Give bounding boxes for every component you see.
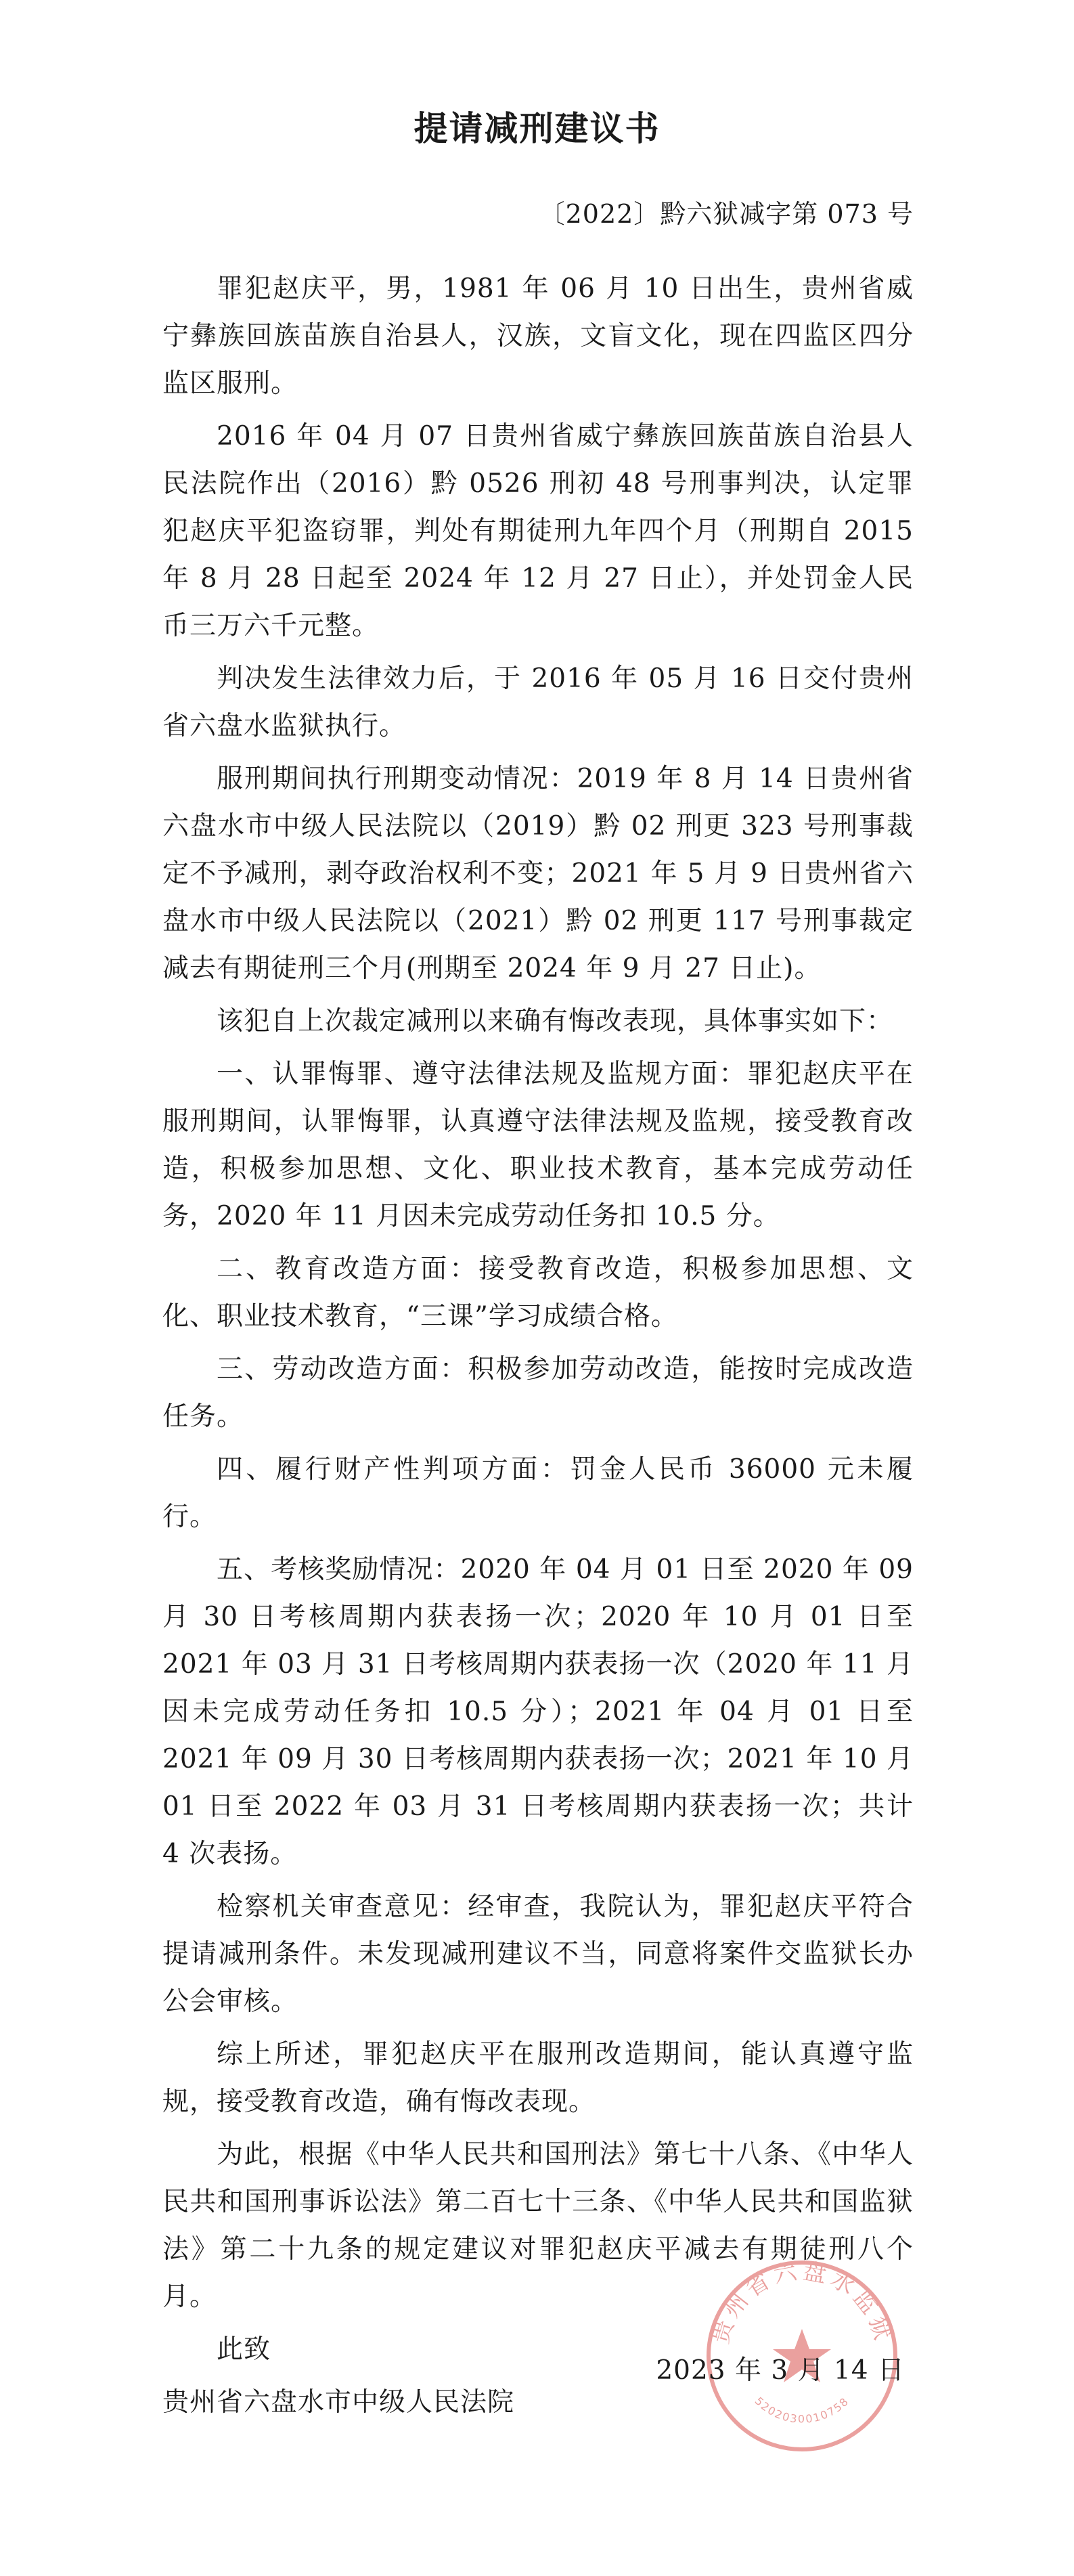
document-body <box>162 265 914 2432</box>
paragraph-salutation: 此致 <box>217 2334 271 2365</box>
seal-serial: 5202030010758 <box>752 2394 852 2426</box>
document-number: 〔2022〕黔六狱减字第 073 号 <box>539 199 914 229</box>
paragraph-sentence-changes: 服刑期间执行刑期变动情况：2019 年 8 月 14 日贵州省六盘水市中级人民法院以（2019）黔 02 刑更 323 号刑事裁定不予减刑，剥夺政治权利不变；2021 年 5 月 9 日贵州省六盘水市中级人民法院以（2021）黔 02 刑更 117 号刑事裁定减去有期徒刑三个月(刑期至 2024 年 9 月 27 日止)。 <box>162 764 914 984</box>
paragraph-delivery: 判决发生法律效力后，于 2016 年 05 月 16 日交付贵州省六盘水监狱执行。 <box>162 663 914 741</box>
paragraph-fact-3: 三、劳动改造方面：积极参加劳动改造，能按时完成改造任务。 <box>162 1354 914 1432</box>
paragraph-summary: 综上所述，罪犯赵庆平在服刑改造期间，能认真遵守监规，接受教育改造，确有悔改表现。 <box>162 2039 914 2117</box>
paragraph-judgment: 2016 年 04 月 07 日贵州省威宁彝族回族苗族自治县人民法院作出（2016）黔 0526 刑初 48 号刑事判决，认定罪犯赵庆平犯盗窃罪，判处有期徒刑九年四个月（刑期自 2015 年 8 月 28 日起至 2024 年 12 月 27 日止），并处罚金人民币三万六千元整。 <box>162 421 914 641</box>
recipient: 贵州省六盘水市中级人民法院 <box>162 2387 515 2418</box>
document-title: 提请减刑建议书 <box>413 109 661 148</box>
paragraph-recommendation: 为此，根据《中华人民共和国刑法》第七十八条、《中华人民共和国刑事诉讼法》第二百七十三条、《中华人民共和国监狱法》第二十九条的规定建议对罪犯赵庆平减去有期徒刑八个月。 <box>162 2139 914 2312</box>
seal-text: 贵州省六盘水监狱 <box>707 2257 897 2347</box>
paragraph-fact-4: 四、履行财产性判项方面：罚金人民币 36000 元未履行。 <box>162 1454 914 1532</box>
paragraph-criminal-info: 罪犯赵庆平，男，1981 年 06 月 10 日出生，贵州省威宁彝族回族苗族自治县人，汉族，文盲文化，现在四监区四分监区服刑。 <box>162 274 914 399</box>
paragraph-fact-5: 五、考核奖励情况：2020 年 04 月 01 日至 2020 年 09 月 30 日考核周期内获表扬一次；2020 年 10 月 01 日至 2021 年 03 月 31 日考核周期内获表扬一次（2020 年 11 月因未完成劳动任务扣 10.5 分）；2021 年 04 月 01 日至 2021 年 09 月 30 日考核周期内获表扬一次；2021 年 10 月 01 日至 2022 年 03 月 31 日考核周期内获表扬一次；共计 4 次表扬。 <box>162 1554 914 1869</box>
paragraph-fact-1: 一、认罪悔罪、遵守法律法规及监规方面：罪犯赵庆平在服刑期间，认罪悔罪，认真遵守法律法规及监规，接受教育改造，积极参加思想、文化、职业技术教育，基本完成劳动任务，2020 年 11 月因未完成劳动任务扣 10.5 分。 <box>162 1059 914 1231</box>
paragraph-facts-intro: 该犯自上次裁定减刑以来确有悔改表现，具体事实如下： <box>217 1006 894 1036</box>
paragraph-fact-2: 二、教育改造方面：接受教育改造，积极参加思想、文化、职业技术教育，“三课”学习成绩合格。 <box>162 1254 914 1332</box>
document-date: 2023 年 3 月 14 日 <box>656 2355 905 2386</box>
paragraph-procuratorate-opinion: 检察机关审查意见：经审查，我院认为，罪犯赵庆平符合提请减刑条件。未发现减刑建议不当，同意将案件交监狱长办公会审核。 <box>162 1892 914 2017</box>
